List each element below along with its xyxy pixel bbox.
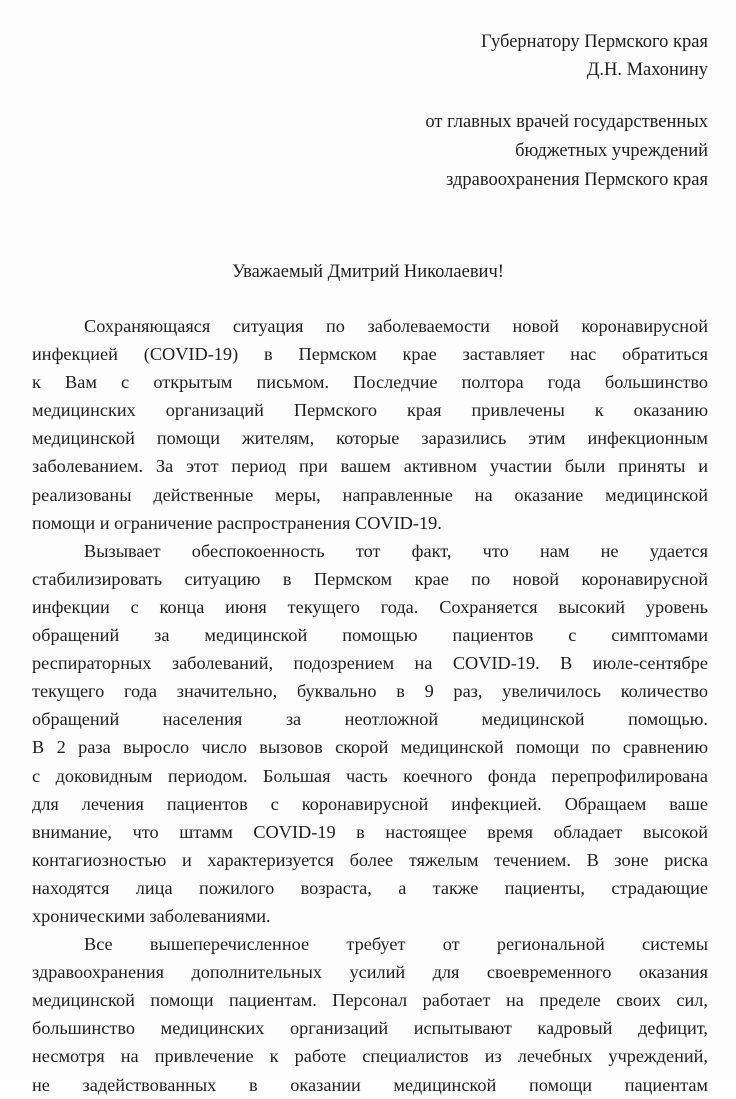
paragraph-line: с доковидным периодом. Большая часть коечного фонда перепрофилирована [32,765,708,786]
paragraph-line: реализованы действенные меры, направленные на оказание медицинской [32,484,708,505]
paragraph-line: большинство медицинских организаций испытывают кадровый дефицит, [32,1018,708,1039]
paragraph-line: Все вышеперечисленное требует от региональной системы [84,934,708,955]
sender-block [425,108,708,195]
sender-line-3: здравоохранения Пермского края [446,170,708,190]
sender-line-1: от главных врачей государственных [425,112,708,132]
paragraph-line: хроническими заболеваниями. [32,905,271,926]
paragraph-line: не задействованных в оказании медицинской помощи пациентам [32,1074,708,1095]
paragraph-line: медицинских организаций Пермского края привлечены к оказанию [32,400,708,421]
paragraph-3 [32,930,708,1099]
paragraph-line: инфекцией (COVID-19) в Пермском крае заставляет нас обратиться [32,344,708,365]
addressee-block [481,28,708,84]
paragraph-line: контагиозностью и характеризуется более тяжелым течением. В зоне риска [32,849,708,870]
paragraph-line: стабилизировать ситуацию в Пермском крае по новой коронавирусной [32,568,708,589]
sender-line-2: бюджетных учреждений [515,141,708,161]
paragraph-line: помощи и ограничение распространения COVID-19. [32,512,442,533]
paragraph-line: обращений населения за неотложной медицинской помощью. [32,709,708,730]
paragraph-line: инфекции с конца июня текущего года. Сохраняется высокий уровень [32,596,708,617]
paragraph-line: находятся лица пожилого возраста, а также пациенты, страдающие [32,877,708,898]
paragraph-line: текущего года значительно, буквально в 9 раз, увеличилось количество [32,681,708,702]
salutation: Уважаемый Дмитрий Николаевич! [232,262,504,282]
paragraph-line: здравоохранения дополнительных усилий для своевременного оказания [32,962,708,983]
paragraph-line: респираторных заболеваний, подозрением на COVID-19. В июле-сентябре [32,653,708,674]
paragraph-2 [32,537,708,930]
paragraph-line: медицинской помощи пациентам. Персонал работает на пределе своих сил, [32,990,708,1011]
letter-body [32,312,708,1099]
addressee-name: Д.Н. Махонину [586,60,708,80]
paragraph-line: обращений за медицинской помощью пациентов с симптомами [32,625,708,646]
paragraph-line: несмотря на привлечение к работе специалистов из лечебных учреждений, [32,1046,708,1067]
paragraph-line: для лечения пациентов с коронавирусной инфекцией. Обращаем ваше [32,793,708,814]
addressee-title: Губернатору Пермского края [481,32,708,52]
paragraph-line: внимание, что штамм COVID-19 в настоящее время обладает высокой [32,821,708,842]
paragraph-line: Сохраняющаяся ситуация по заболеваемости новой коронавирусной [84,316,708,336]
paragraph-1 [32,312,708,537]
paragraph-line: Вызывает обеспокоенность тот факт, что нам не удается [84,540,708,561]
paragraph-line: заболеванием. За этот период при вашем активном участии были приняты и [32,456,708,477]
paragraph-line: В 2 раза выросло число вызовов скорой медицинской помощи по сравнению [32,737,708,758]
paragraph-line: медицинской помощи жителям, которые заразились этим инфекционным [32,428,708,449]
paragraph-line: к Вам с открытым письмом. Последчие полтора года большинство [32,372,708,393]
